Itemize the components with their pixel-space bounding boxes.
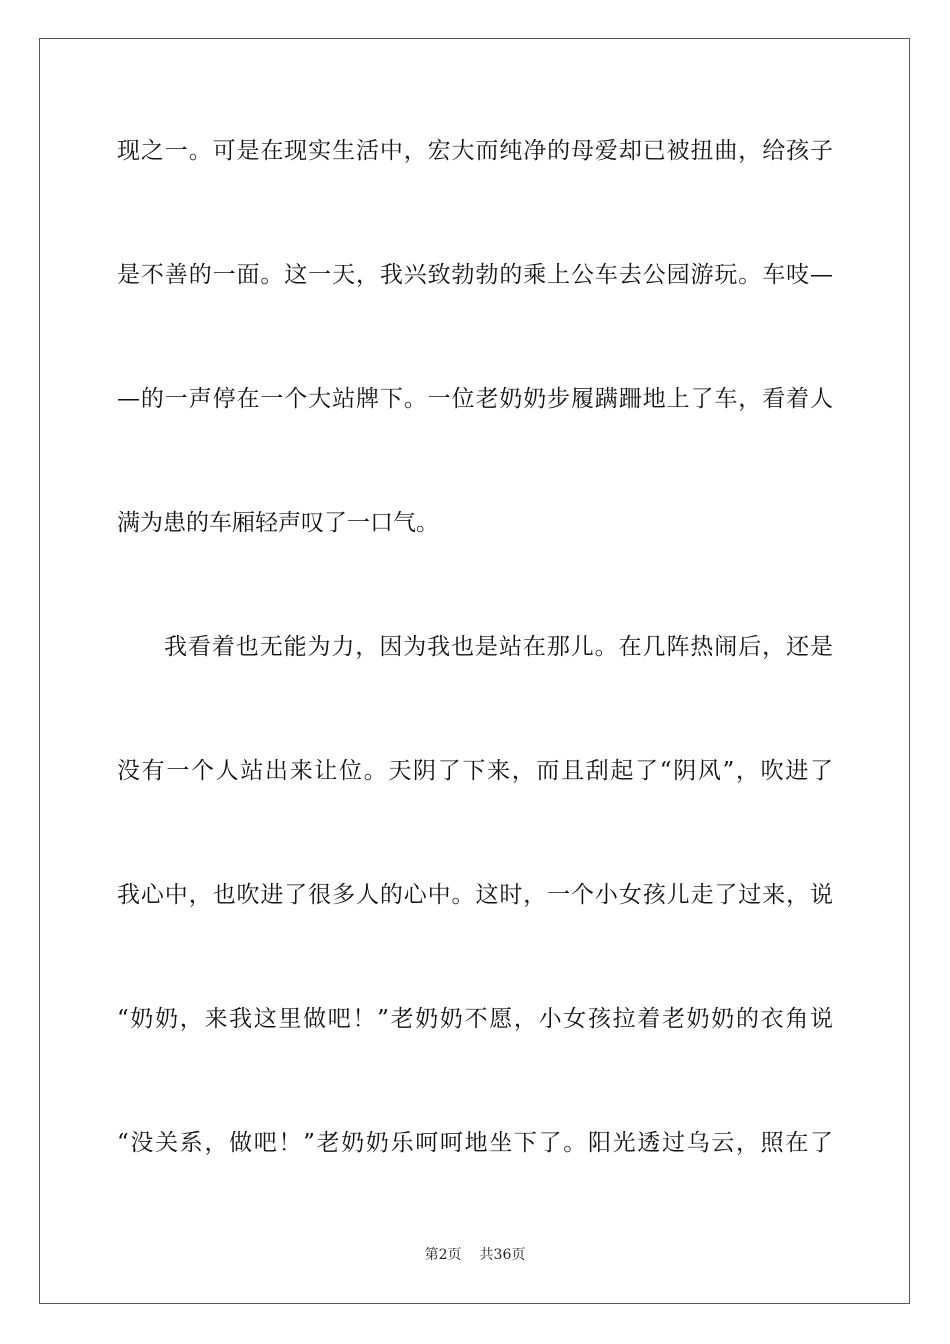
- page-total: 共36页: [479, 1247, 526, 1263]
- page-number: 第2页: [424, 1247, 462, 1263]
- text-line: 现之一。可是在现实生活中，宏大而纯净的母爱却已被扭曲，给孩子: [117, 138, 833, 164]
- text-line: “没关系，做吧！”老奶奶乐呵呵地坐下了。阳光透过乌云，照在了: [117, 1130, 833, 1156]
- page-frame: [39, 38, 910, 1304]
- text-line: 是不善的一面。这一天，我兴致勃勃的乘上公车去公园游玩。车吱—: [117, 262, 833, 288]
- text-line: “奶奶，来我这里做吧！”老奶奶不愿，小女孩拉着老奶奶的衣角说: [117, 1006, 833, 1032]
- text-line: 我看着也无能为力，因为我也是站在那儿。在几阵热闹后，还是: [164, 634, 833, 660]
- text-line: 满为患的车厢轻声叹了一口气。: [117, 510, 439, 536]
- text-line: 没有一个人站出来让位。天阴了下来，而且刮起了“阴风”，吹进了: [117, 758, 833, 784]
- text-line: —的一声停在一个大站牌下。一位老奶奶步履蹒跚地上了车，看着人: [117, 386, 833, 412]
- page-footer: [0, 1245, 950, 1265]
- text-line: 我心中，也吹进了很多人的心中。这时，一个小女孩儿走了过来，说: [117, 882, 833, 908]
